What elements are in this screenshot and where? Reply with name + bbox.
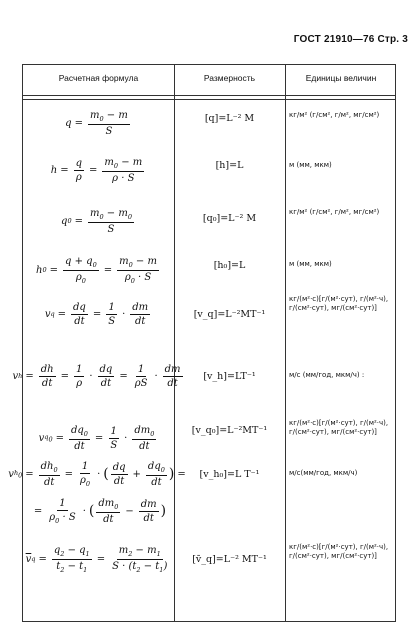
dimension-cell: [q]=L⁻² M [204,112,255,124]
units-cell: кг/м² (г/см², г/м², мг/см²) [289,208,380,216]
formula-q0: q 0 = $\frac{m_0 - m_0}{S}$ [61,207,132,235]
units-cell: кг/(м²·с)[г/(м²·сут), г/(м²·ч), г/(см²·сут), мг/(см²·сут)] [289,295,389,312]
dimension-cell: [v_q]=L⁻²MT⁻¹ [193,308,266,320]
column-header-formula: Расчетная формула [58,73,139,83]
dimension-cell: [v̄_q]=L⁻² MT⁻¹ [192,553,267,565]
page-header: ГОСТ 21910—76 Стр. 3 [293,34,408,45]
units-cell: м (мм, мкм) [289,260,332,268]
table-row [23,198,397,244]
table-row [23,145,397,195]
units-cell: кг/(м²·с)[г/(м²·сут), г/(м²·ч), г/(см²·сут), мг/(см²·сут)] [289,419,389,436]
column-header-dimension: Размерность [203,73,256,83]
units-cell: кг/(м²·с)[г/(м²·сут), г/(м²·ч), г/(см²·сут), мг/(см²·сут)] [289,543,389,560]
dimension-cell: [q₀]=L⁻² M [202,212,257,224]
dimension-cell: [v_h]=LT⁻¹ [203,370,256,382]
dimension-cell: [v_q₀]=L⁻²MT⁻¹ [191,424,268,436]
formula-vq-average: $\overline{v}$ q = $\frac{q_2 - q_1}{t_2 - t_1}$ = $\frac{m_2 - m_1}{S \cdot (t_2 - t_1)}$ [25,544,168,574]
table-row [23,539,397,609]
formula-vh0-line2: = $\frac{1}{\rho_0 \cdot S}$ · ( $\frac{dm_0}{dt}$ − $\frac{dm}{dt}$ ) [33,497,167,525]
formula-table [8,64,396,622]
units-cell: м/с(мм/год, мкм/ч) [289,469,358,477]
formula-vh0-line1: v $h_0$ = $\frac{dh_0}{dt}$ = $\frac{1}{\rho_0}$ · ( $\frac{dq}{dt}$ + $\frac{dq_0}{dt}$ ) = [8,460,186,488]
dimension-cell: [h₀]=L [213,259,246,271]
table-row [23,283,397,345]
table-row [8,447,397,529]
column-header-units: Единицы величин [305,73,377,83]
units-cell: м/с (мм/год, мкм/ч) : [289,371,365,379]
dimension-cell: [h]=L [215,159,244,171]
formula-vq0: v $q_0$ = $\frac{dq_0}{dt}$ = $\frac{1}{S}$ · $\frac{dm_0}{dt}$ [38,424,155,452]
units-cell: м (мм, мкм) [289,161,332,169]
formula-h0: h 0 = $\frac{q + q_0}{\rho_0}$ = $\frac{m_0 - m}{\rho_0 \cdot S}$ [36,255,157,285]
formula-vq: v q = $\frac{dq}{dt}$ = $\frac{1}{S}$ · $\frac{dm}{dt}$ [44,301,149,327]
formula-q: q = $\frac{m_0 - m}{S}$ [65,109,128,137]
dimension-cell: [v_h₀]=L T⁻¹ [199,468,260,480]
table-row [23,103,397,143]
formula-h: h = $\frac{q}{\rho}$ = $\frac{m_0 - m}{\rho \cdot S}$ [50,156,143,184]
formula-vh: v h = $\frac{dh}{dt}$ = $\frac{1}{\rho}$ · $\frac{dq}{dt}$ = $\frac{1}{\rho S}$ · $\frac{dm}{dt}$ [12,363,181,389]
table-row [12,351,397,401]
units-cell: кг/м² (г/см², г/м², мг/см²) [289,111,380,119]
